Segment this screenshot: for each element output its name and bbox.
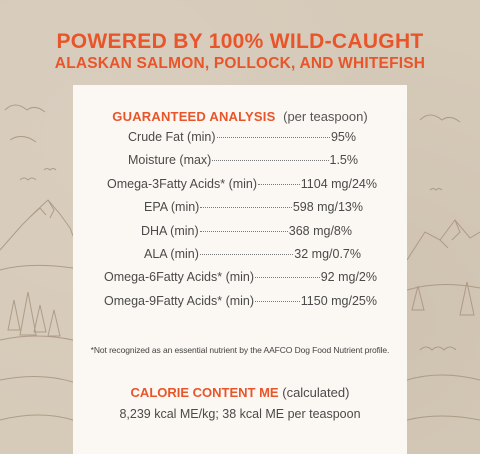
guaranteed-analysis-subtitle: (per teaspoon) xyxy=(283,109,368,124)
analysis-row xyxy=(73,130,407,153)
analysis-name: ALA (min) xyxy=(144,246,199,261)
analysis-name: Omega-9Fatty Acids* (min) xyxy=(104,293,255,308)
analysis-table xyxy=(73,130,407,317)
calorie-value: 8,239 kcal ME/kg; 38 kcal ME per teaspoon xyxy=(119,407,361,421)
calorie-heading xyxy=(73,385,407,400)
leader-dots xyxy=(217,137,330,138)
analysis-name: Omega-3Fatty Acids* (min) xyxy=(107,176,258,191)
guaranteed-analysis-heading xyxy=(73,109,407,125)
analysis-name: Moisture (max) xyxy=(128,153,212,168)
analysis-value: 92 mg/2% xyxy=(320,270,377,285)
leader-dots xyxy=(200,207,291,208)
analysis-name: Omega-6Fatty Acids* (min) xyxy=(104,270,255,285)
leader-dots xyxy=(200,254,293,255)
footnote: *Not recognized as an essential nutrient by the AAFCO Dog Food Nutrient profile. xyxy=(90,345,390,355)
leader-dots xyxy=(255,301,300,302)
calorie-title: CALORIE CONTENT ME xyxy=(130,385,279,400)
analysis-row xyxy=(73,153,407,176)
analysis-value: 598 mg/13% xyxy=(292,200,363,215)
analysis-row xyxy=(73,200,407,223)
leader-dots xyxy=(200,231,288,232)
guaranteed-analysis-title: GUARANTEED ANALYSIS xyxy=(112,109,276,124)
headline-line-1: POWERED BY 100% WILD-CAUGHT xyxy=(56,30,424,53)
analysis-name: Crude Fat (min) xyxy=(128,130,216,144)
headline xyxy=(0,30,480,74)
analysis-row xyxy=(73,270,407,293)
headline-line-2: ALASKAN SALMON, POLLOCK, AND WHITEFISH xyxy=(54,55,426,72)
analysis-value: 368 mg/8% xyxy=(288,223,352,238)
calorie-subtitle: (calculated) xyxy=(282,385,350,400)
analysis-row xyxy=(73,294,407,317)
nutrition-card xyxy=(73,85,407,454)
analysis-name: EPA (min) xyxy=(144,200,200,215)
analysis-value: 32 mg/0.7% xyxy=(294,246,361,261)
leader-dots xyxy=(258,184,300,185)
analysis-value: 1150 mg/25% xyxy=(300,293,377,308)
analysis-value: 1104 mg/24% xyxy=(300,176,377,191)
analysis-row xyxy=(73,247,407,270)
analysis-value: 95% xyxy=(330,130,356,144)
leader-dots xyxy=(212,160,328,161)
leader-dots xyxy=(255,277,320,278)
analysis-value: 1.5% xyxy=(329,153,358,168)
analysis-name: DHA (min) xyxy=(141,223,199,238)
analysis-row xyxy=(73,177,407,200)
analysis-row xyxy=(73,224,407,247)
